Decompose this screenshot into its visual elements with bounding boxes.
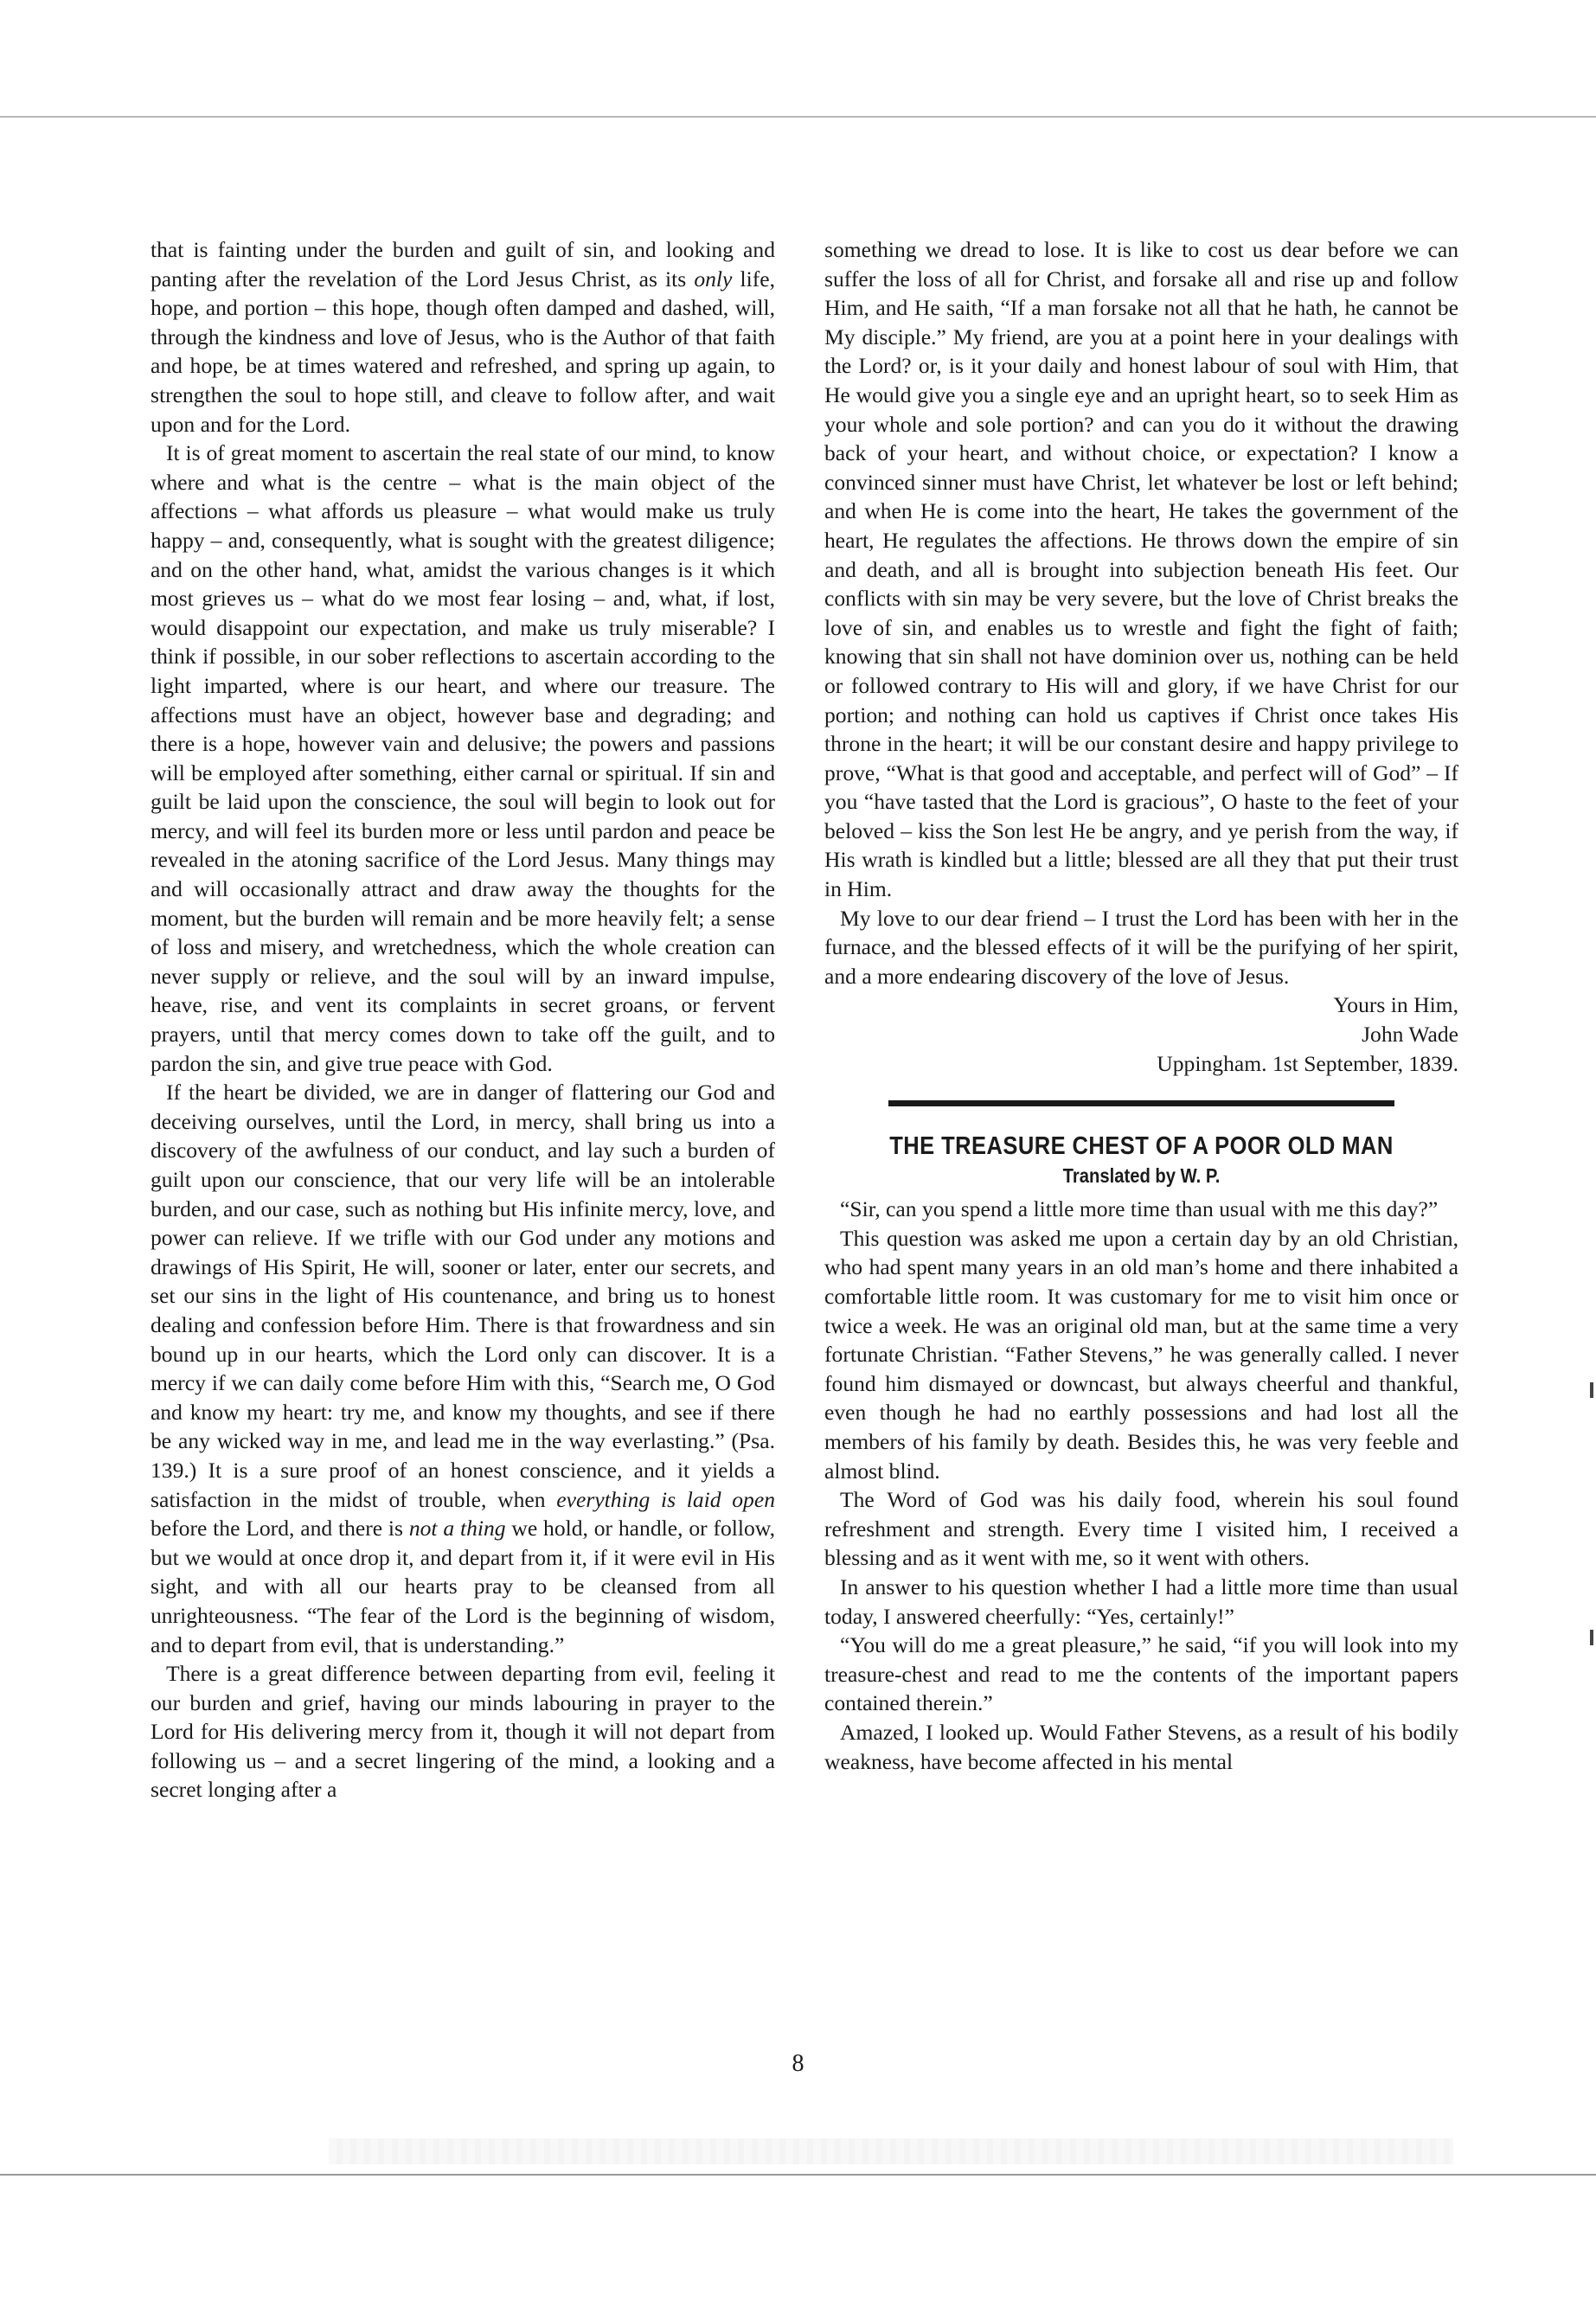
article-paragraph: The Word of God was his daily food, wherein his soul found refreshment and strength. Every time I visited him, I received a blessing and as it went with me, so it went with others.	[824, 1487, 1458, 1571]
section-divider	[888, 1100, 1394, 1106]
article-title: THE TREASURE CHEST OF A POOR OLD MAN	[889, 1132, 1394, 1161]
article-paragraph: Amazed, I looked up. Would Father Stevens, as a result of his bodily weakness, have become affected in his mental	[824, 1719, 1458, 1774]
left-column	[151, 235, 775, 1804]
signature-place-date: Uppingham. 1st September, 1839.	[1157, 1050, 1458, 1076]
article-paragraph: “You will do me a great pleasure,” he said, “if you will look into my treasure-chest and read to me the contents of the important papers contained therein.”	[824, 1632, 1458, 1716]
edge-mark	[1590, 1630, 1593, 1645]
scan-border-bottom	[0, 2174, 1596, 2176]
emphasis: everything is laid open	[556, 1486, 776, 1512]
right-column	[824, 235, 1458, 1776]
letter-paragraph: My love to our dear friend – I trust the Lord has been with her in the furnace, and the blessed effects of it will be the purifying of her spirit, and a more endearing discovery of the love of Jesus.	[824, 905, 1458, 989]
scan-noise-band	[329, 2138, 1453, 2164]
scan-border-top	[0, 116, 1596, 118]
article-paragraph: “Sir, can you spend a little more time than usual with me this day?”	[840, 1196, 1439, 1222]
article-subtitle: Translated by W. P.	[1062, 1164, 1221, 1188]
article-paragraph: This question was asked me upon a certain day by an old Christian, who had spent many years in an old man’s home and there inhabited a comfortable little room. It was customary for me to visit him once or twice a week. He was an original old man, but at the same time a very fortunate Christian. “Father Stevens,” he was generally called. I never found him dismayed or downcast, but always cheerful and thankful, even though he had no earthly possessions and had lost all the members of his family by death. Besides this, he was very feeble and almost blind.	[824, 1225, 1458, 1484]
emphasis: only	[694, 266, 733, 292]
signature-name: John Wade	[1362, 1022, 1458, 1048]
letter-paragraph: that is fainting under the burden and guilt of sin, and looking and panting after the revelation of the Lord Jesus Christ, as its only life, hope, and portion – this hope, though often damped and dashed, will, through the kindness and love of Jesus, who is the Author of that faith and hope, be at times watered and refreshed, and spring up again, to strengthen the soul to hope still, and cleave to follow after, and wait upon and for the Lord.	[151, 237, 776, 437]
emphasis: not a thing	[408, 1516, 506, 1541]
letter-paragraph: It is of great moment to ascertain the real state of our mind, to know where and what is the centre – what is the main object of the affections – what affords us pleasure – what would make us truly happy – and, consequently, what is sought with the greatest diligence; and on the other hand, what, amidst the various changes is it which most grieves us – what do we most fear losing – and, what, if lost, would disappoint our expectation, and make us truly miserable? I think if possible, in our sober reflections to ascertain according to the light imparted, where is our heart, and where our treasure. The affections must have an object, however base and degrading; and there is a hope, however vain and delusive; the powers and passions will be employed after something, either carnal or spiritual. If sin and guilt be laid upon the conscience, the soul will begin to look out for mercy, and will feel its burden more or less until pardon and peace be revealed in the atoning sacrifice of the Lord Jesus. Many things may and will occasionally attract and draw away the thoughts for the moment, but the burden will remain and be more heavily felt; a sense of loss and misery, and wretchedness, which the whole creation can never supply or relieve, and the soul will by an inward impulse, heave, rise, and vent its complaints in secret groans, or fervent prayers, until that mercy comes down to take off the guilt, and to pardon the sin, and give true peace with God.	[151, 440, 775, 1076]
edge-mark	[1590, 1382, 1593, 1398]
letter-paragraph: something we dread to lose. It is like to cost us dear before we can suffer the loss of all for Christ, and forsake all and rise up and follow Him, and He saith, “If a man forsake not all that he hath, he cannot be My disciple.” My friend, are you at a point here in your dealings with the Lord? or, is it your daily and honest labour of soul with Him, that He would give you a single eye and an upright heart, so to seek Him as your whole and sole portion? and can you do it without the drawing back of your heart, and without choice, or expectation? I know a convinced sinner must have Christ, let whatever be lost or left behind; and when He is come into the heart, He takes the government of the heart, He regulates the affections. He throws down the empire of sin and death, and all is brought into subjection beneath His feet. Our conflicts with sin may be very severe, but the love of Christ breaks the love of sin, and enables us to wrestle and fight the fight of faith; knowing that sin shall not have dominion over us, nothing can be held or followed contrary to His will and glory, if we have Christ for our portion; and nothing can hold us captives if Christ once takes His throne in the heart; it will be our constant desire and happy privilege to prove, “What is that good and acceptable, and perfect will of God” – If you “have tasted that the Lord is gracious”, O haste to the feet of your beloved – kiss the Son lest He be angry, and ye perish from the way, if His wrath is kindled but a little; blessed are all they that put their trust in Him.	[824, 237, 1458, 902]
article-paragraph: In answer to his question whether I had a little more time than usual today, I answered cheerfully: “Yes, certainly!”	[824, 1574, 1458, 1629]
letter-paragraph: There is a great difference between departing from evil, feeling it our burden and grief, having our minds labouring in prayer to the Lord for His delivering mercy from it, though it will not depart from following us – and a secret lingering of the mind, a looking and a secret longing after a	[151, 1661, 775, 1803]
letter-paragraph: If the heart be divided, we are in danger of flattering our God and deceiving ourselves, until the Lord, in mercy, shall bring us into a discovery of the awfulness of our conduct, and lay such a burden of guilt upon our conscience, that our very life will be an intolerable burden, and our case, such as nothing but His infinite mercy, love, and power can relieve. If we trifle with our God under any motions and drawings of His Spirit, He will, sooner or later, enter our secrets, and set our sins in the light of His countenance, and bring us to honest dealing and confession before Him. There is that frowardness and sin bound up in our hearts, which the Lord only can discover. It is a mercy if we can daily come before Him with this, “Search me, O God and know my heart: try me, and know my thoughts, and see if there be any wicked way in me, and lead me in the way everlasting.” (Psa. 139.) It is a sure proof of an honest conscience, and it yields a satisfaction in the midst of trouble, when everything is laid open before the Lord, and there is not a thing we hold, or handle, or follow, but we would at once drop it, and depart from it, if it were evil in His sight, and with all our hearts pray to be cleansed from all unrighteousness. “The fear of the Lord is the beginning of wisdom, and to depart from evil, that is understanding.”	[151, 1080, 776, 1657]
sign-off: Yours in Him,	[1333, 992, 1458, 1018]
page-number: 8	[792, 2050, 804, 2077]
